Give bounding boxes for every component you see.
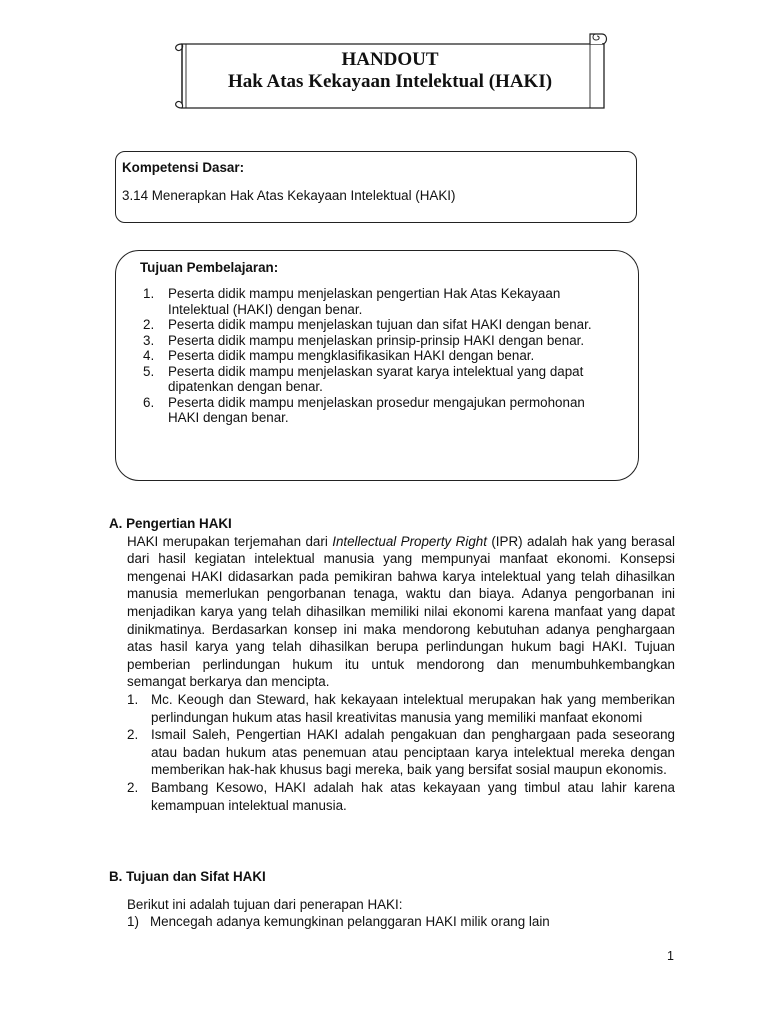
section-tujuan-sifat-haki [109,868,675,931]
tujuan-pembelajaran-box [115,250,639,481]
page-title: HANDOUT [341,49,439,70]
list-item: 4. Peserta didik mampu mengklasifikasikan HAKI dengan benar. [143,348,535,363]
section-b-intro: Berikut ini adalah tujuan dari penerapan HAKI: [127,896,403,912]
title-banner [172,30,608,112]
list-item: 5. Peserta didik mampu menjelaskan syarat karya intelektual yang dapat dipatenkan dengan benar. [143,363,584,394]
page-number: 1 [667,949,674,963]
definitions-list [127,691,675,814]
section-a-title: A. Pengertian HAKI [109,516,232,531]
list-item: 2. Bambang Kesowo, HAKI adalah hak atas kekayaan yang timbul atau lahir karena kemampuan intelektual manusia. [127,779,675,813]
kompetensi-dasar-box [115,151,637,223]
list-item: 1. Mc. Keough dan Steward, hak kekayaan intelektual merupakan hak yang memberikan perlindungan hukum atas hasil kreativitas manusia yang memiliki manfaat ekonomi [127,691,675,725]
tujuan-heading: Tujuan Pembelajaran: [140,260,279,275]
list-item: 3. Peserta didik mampu menjelaskan prinsip-prinsip HAKI dengan benar. [143,332,585,348]
page-subtitle: Hak Atas Kekayaan Intelektual (HAKI) [227,71,553,92]
list-item: 2. Peserta didik mampu menjelaskan tujuan dan sifat HAKI dengan benar. [143,317,592,332]
kompetensi-text: 3.14 Menerapkan Hak Atas Kekayaan Intelektual (HAKI) [122,188,456,203]
list-item: 2. Ismail Saleh, Pengertian HAKI adalah pengakuan dan penghargaan pada seseorang atau badan hukum atas penemuan atau penciptaan karya intelektual mereka dengan memberikan hak-hak khusus bagi mereka, baik yang bersifat sosial maupun ekonomis. [127,727,675,778]
list-item: 6. Peserta didik mampu menjelaskan prosedur mengajukan permohonan HAKI dengan benar. [143,394,585,425]
section-pengertian-haki [109,515,675,814]
tujuan-haki-list [127,913,675,931]
tujuan-list [143,286,618,426]
section-b-title: B. Tujuan dan Sifat HAKI [109,869,266,884]
kompetensi-heading: Kompetensi Dasar: [122,160,245,175]
list-item: 1) Mencegah adanya kemungkinan pelanggaran HAKI milik orang lain [127,914,550,930]
section-a-paragraph: HAKI merupakan terjemahan dari Intellectual Property Right (IPR) adalah hak yang berasal dari hasil kegiatan intelektual manusia yang mempunyai manfaat ekonomi. Konsepsi mengenai HAKI didasarkan pada pemikiran bahwa karya intelektual yang telah dihasilkan manusia memerlukan pengorbanan tenaga, waktu dan biaya. Adanya pengorbanan ini menjadikan karya yang telah dihasilkan memiliki nilai ekonomi karena manfaat yang dapat dinikmatinya. Berdasarkan konsep ini maka mendorong kebutuhan adanya penghargaan atas hasil karya yang telah dihasilkan berupa perlindungan hukum bagi HAKI. Tujuan pemberian perlindungan hukum itu untuk mendorong dan menumbuhkembangkan semangat berkarya dan mencipta. [127,533,675,690]
list-item: 1. Peserta didik mampu menjelaskan pengertian Hak Atas Kekayaan Intelektual (HAKI) dengan benar. [143,286,561,317]
